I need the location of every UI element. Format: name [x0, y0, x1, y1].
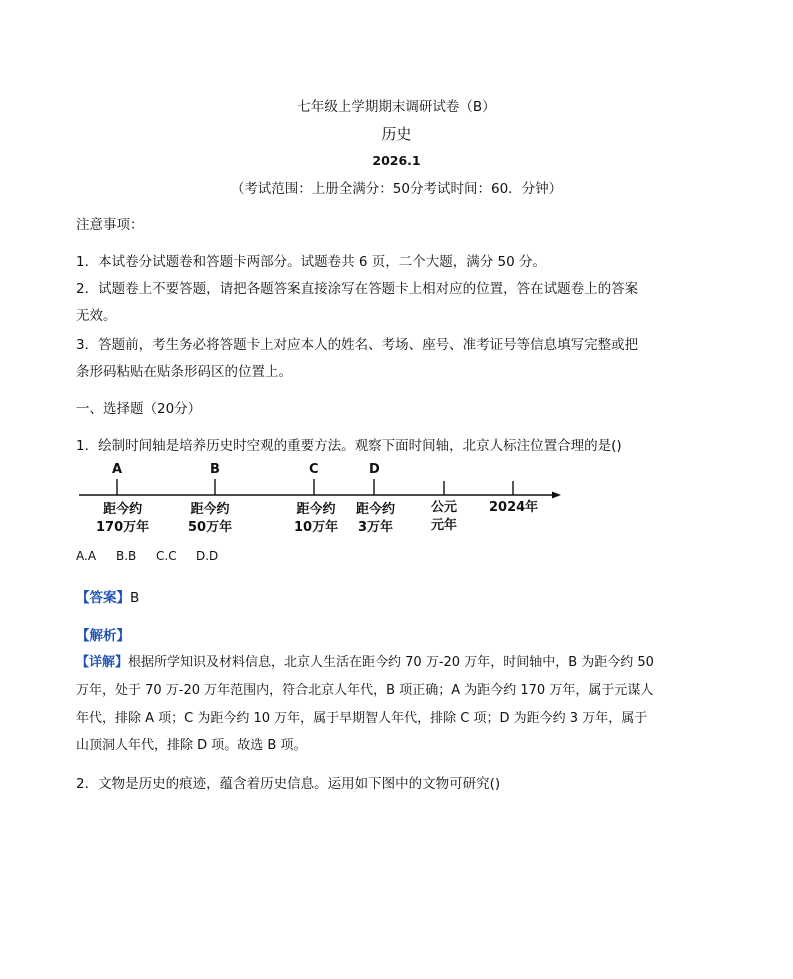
option-b[interactable]: B.B — [116, 549, 137, 563]
parse-tag: 【解析】 — [76, 628, 130, 644]
timeline-letter-c: C — [309, 462, 319, 477]
timeline-letter-a: A — [112, 462, 123, 477]
notice-item-3-cont: 条形码粘贴在贴条形码区的位置上。 — [76, 364, 292, 380]
timeline-label-6 — [489, 499, 538, 517]
subject-title: 历史 — [381, 125, 412, 143]
detail-tag: 【详解】 — [76, 655, 129, 670]
option-a[interactable]: A.A — [76, 549, 97, 563]
timeline-label-5-line1: 公元 — [431, 500, 458, 515]
answer-value: B — [130, 590, 140, 606]
timeline-label-2 — [188, 501, 232, 537]
timeline-label-6-line1: 2024年 — [489, 500, 539, 515]
timeline-label-3-line1: 距今约 — [296, 502, 336, 517]
timeline-label-2-line1: 距今约 — [190, 502, 230, 517]
section-heading: 一、选择题（20分） — [76, 401, 202, 417]
question-1-stem: 1．绘制时间轴是培养历史时空观的重要方法。观察下面时间轴，北京人标注位置合理的是() — [76, 438, 622, 454]
timeline-label-1-line1: 距今约 — [103, 502, 143, 517]
timeline-label-3 — [294, 501, 338, 537]
detail-line-4: 山顶洞人年代，排除 D 项。故选 B 项。 — [76, 738, 307, 753]
question-2-stem: 2．文物是历史的痕迹，蕴含着历史信息。运用如下图中的文物可研究() — [76, 776, 501, 792]
timeline-letter-b: B — [210, 462, 220, 477]
timeline-label-5-line2: 元年 — [431, 518, 458, 533]
detail-line-2: 万年，处于 70 万-20 万年范围内，符合北京人年代，B 项正确；A 为距今约 170 万年，属于元谋人 — [76, 683, 654, 698]
answer-tag: 【答案】 — [76, 590, 130, 606]
timeline-label-4-line2: 3万年 — [357, 520, 394, 535]
timeline-axis — [76, 462, 566, 502]
notice-heading: 注意事项： — [76, 217, 144, 233]
notice-item-2: 2．试题卷上不要答题，请把各题答案直接涂写在答题卡上相对应的位置，答在试题卷上的答案 — [76, 281, 639, 297]
detail-line-3: 年代，排除 A 项；C 为距今约 10 万年，属于早期智人年代，排除 C 项；D 为距今约 3 万年，属于 — [76, 711, 648, 726]
timeline-letter-d: D — [369, 462, 380, 477]
detail-text-1: 根据所学知识及材料信息，北京人生活在距今约 70 万-20 万年，时间轴中，B 为距今约 50 — [128, 655, 654, 670]
exam-title: 七年级上学期期末调研试卷（B） — [297, 99, 496, 115]
timeline-label-1 — [96, 501, 149, 537]
timeline-figure — [76, 462, 566, 542]
timeline-label-4 — [356, 501, 395, 537]
timeline-label-1-line2: 170万年 — [96, 520, 150, 535]
exam-info: （考试范围：上册全满分：50分考试时间：60．分钟） — [230, 181, 563, 197]
option-d[interactable]: D.D — [196, 549, 219, 563]
exam-date: 2026.1 — [372, 153, 421, 168]
timeline-label-2-line2: 50万年 — [188, 520, 233, 535]
answer-line — [76, 586, 139, 606]
timeline-label-5 — [431, 499, 457, 535]
timeline-label-4-line1: 距今约 — [356, 502, 396, 517]
timeline-label-3-line2: 10万年 — [294, 520, 339, 535]
detail-line-1 — [76, 651, 654, 670]
notice-item-1: 1．本试卷分试题卷和答题卡两部分。试题卷共 6 页，二个大题，满分 50 分。 — [76, 254, 547, 270]
notice-item-2-cont: 无效。 — [76, 308, 117, 324]
option-c[interactable]: C.C — [156, 549, 177, 563]
notice-item-3: 3．答题前，考生务必将答题卡上对应本人的姓名、考场、座号、准考证号等信息填写完整或把 — [76, 337, 639, 353]
